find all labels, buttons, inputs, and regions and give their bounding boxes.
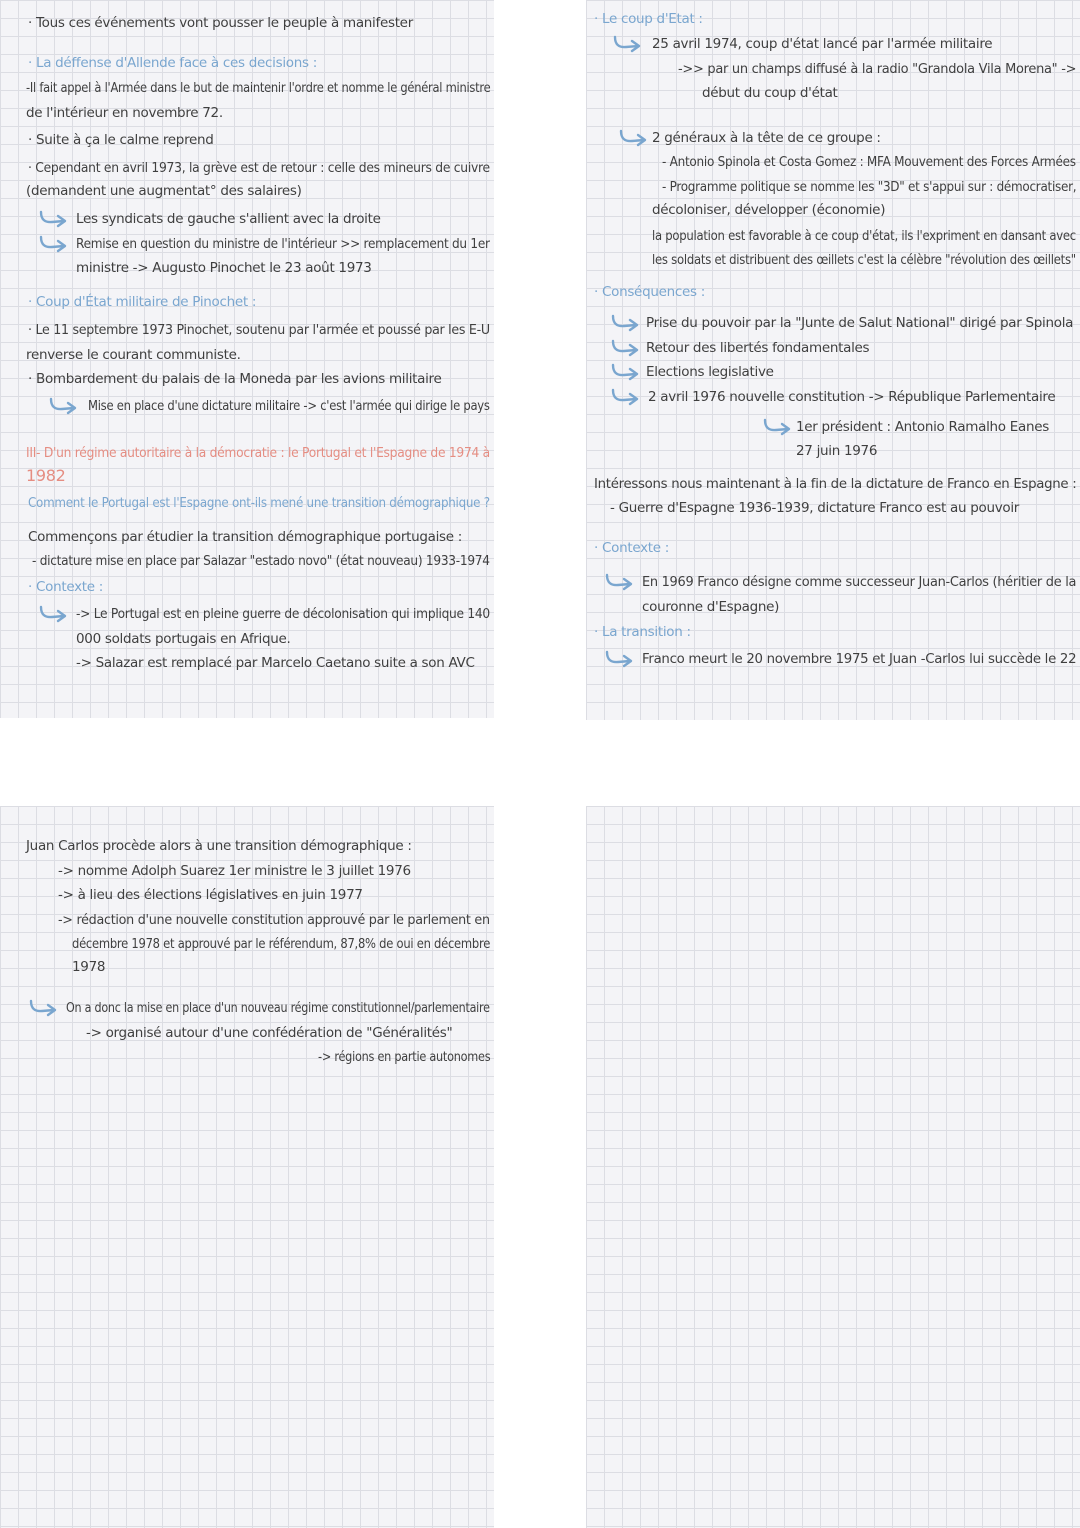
- text-line: 1978: [72, 959, 106, 975]
- curved-arrow-icon: [604, 649, 634, 669]
- note-page-2: [586, 0, 1080, 720]
- curved-arrow-icon: [610, 362, 640, 382]
- text-line: -> Salazar est remplacé par Marcelo Caetano suite a son AVC: [76, 655, 475, 671]
- text-line: la population est favorable à ce coup d'état, ils l'expriment en dansant avec: [652, 228, 1076, 244]
- curved-arrow-icon: [762, 417, 792, 437]
- text-line: 2 généraux à la tête de ce groupe :: [652, 130, 881, 146]
- text-line: · Tous ces événements vont pousser le peuple à manifester: [28, 15, 413, 31]
- text-line: (demandent une augmentat° des salaires): [26, 183, 302, 199]
- text-line: 2 avril 1976 nouvelle constitution -> République Parlementaire: [648, 389, 1056, 405]
- text-line: 27 juin 1976: [796, 443, 878, 459]
- text-line: 25 avril 1974, coup d'état lancé par l'armée militaire: [652, 36, 993, 52]
- curved-arrow-icon: [38, 209, 68, 229]
- curved-arrow-icon: [38, 234, 68, 254]
- section-heading: · Le coup d'Etat :: [594, 11, 703, 27]
- text-line: · Bombardement du palais de la Moneda par les avions militaire: [28, 371, 442, 387]
- text-line: Juan Carlos procède alors à une transition démographique :: [26, 838, 412, 854]
- curved-arrow-icon: [610, 313, 640, 333]
- text-line: renverse le courant communiste.: [26, 347, 241, 363]
- text-line: - Programme politique se nomme les "3D" et s'appui sur : démocratiser,: [662, 179, 1077, 195]
- note-page-1: [0, 0, 494, 718]
- text-line: - Antonio Spinola et Costa Gomez : MFA Mouvement des Forces Armées: [662, 154, 1076, 170]
- text-line: ministre -> Augusto Pinochet le 23 août 1973: [76, 260, 372, 276]
- text-line: les soldats et distribuent des œillets c'est la célèbre "révolution des œillets": [652, 252, 1076, 268]
- curved-arrow-icon: [48, 396, 78, 416]
- text-line: En 1969 Franco désigne comme successeur Juan-Carlos (héritier de la: [642, 574, 1077, 590]
- text-line: -> rédaction d'une nouvelle constitution approuvé par le parlement en: [58, 912, 490, 928]
- text-line: · Suite à ça le calme reprend: [28, 132, 214, 148]
- curved-arrow-icon: [28, 998, 58, 1018]
- text-line: Commençons par étudier la transition démographique portugaise :: [28, 529, 463, 545]
- text-line: décembre 1978 et approuvé par le référendum, 87,8% de oui en décembre: [72, 936, 491, 952]
- section-heading: · La transition :: [594, 624, 691, 640]
- text-line: Retour des libertés fondamentales: [646, 340, 870, 356]
- text-line: -> nomme Adolph Suarez 1er ministre le 3 juillet 1976: [58, 863, 411, 879]
- text-line: couronne d'Espagne): [642, 599, 780, 615]
- text-line: · Cependant en avril 1973, la grève est de retour : celle des mineurs de cuivre: [28, 160, 490, 176]
- text-line: Elections legislative: [646, 364, 774, 380]
- text-line: Remise en question du ministre de l'intérieur >> remplacement du 1er: [76, 236, 490, 252]
- text-line: - Guerre d'Espagne 1936-1939, dictature Franco est au pouvoir: [610, 500, 1020, 516]
- text-line: décoloniser, développer (économie): [652, 202, 886, 218]
- text-line: -Il fait appel à l'Armée dans le but de maintenir l'ordre et nomme le général ministre: [26, 80, 491, 96]
- curved-arrow-icon: [610, 387, 640, 407]
- curved-arrow-icon: [604, 572, 634, 592]
- text-line: 1er président : Antonio Ramalho Eanes: [796, 419, 1049, 435]
- text-line: Intéressons nous maintenant à la fin de la dictature de Franco en Espagne :: [594, 476, 1077, 492]
- text-line: de l'intérieur en novembre 72.: [26, 105, 223, 121]
- text-line: ->> par un champs diffusé à la radio "Grandola Vila Morena" ->: [678, 61, 1077, 77]
- text-line: début du coup d'état: [702, 85, 838, 101]
- section-heading: · Conséquences :: [594, 284, 705, 300]
- text-line: Les syndicats de gauche s'allient avec la droite: [76, 211, 381, 227]
- section-heading: · Contexte :: [594, 540, 670, 556]
- text-line: - dictature mise en place par Salazar "estado novo" (état nouveau) 1933-1974: [32, 553, 490, 569]
- note-page-4-blank: [586, 806, 1080, 1528]
- curved-arrow-icon: [618, 128, 648, 148]
- text-line: 000 soldats portugais en Afrique.: [76, 631, 291, 647]
- curved-arrow-icon: [38, 604, 68, 624]
- problem-question: Comment le Portugal est l'Espagne ont-ils mené une transition démographique ?: [28, 495, 490, 511]
- text-line: -> Le Portugal est en pleine guerre de décolonisation qui implique 140: [76, 606, 490, 622]
- text-line: Franco meurt le 20 novembre 1975 et Juan -Carlos lui succède le 22: [642, 651, 1077, 667]
- text-line: · Le 11 septembre 1973 Pinochet, soutenu par l'armée et poussé par les E-U: [28, 322, 490, 338]
- section-heading: · Coup d'État militaire de Pinochet :: [28, 294, 257, 310]
- curved-arrow-icon: [612, 34, 642, 54]
- part-heading: III- D'un régime autoritaire à la démocratie : le Portugal et l'Espagne de 1974 à: [26, 445, 490, 461]
- text-line: -> régions en partie autonomes: [318, 1049, 491, 1065]
- text-line: Prise du pouvoir par la "Junte de Salut National" dirigé par Spinola: [646, 315, 1074, 331]
- text-line: -> organisé autour d'une confédération de "Généralités": [86, 1025, 453, 1041]
- section-heading: · La déffense d'Allende face à ces decisions :: [28, 55, 317, 71]
- text-line: Mise en place d'une dictature militaire -> c'est l'armée qui dirige le pays: [88, 398, 490, 414]
- section-heading: · Contexte :: [28, 579, 104, 595]
- part-heading: 1982: [26, 466, 66, 485]
- text-line: On a donc la mise en place d'un nouveau régime constitutionnel/parlementaire: [66, 1000, 490, 1016]
- note-page-3: [0, 806, 494, 1528]
- text-line: -> à lieu des élections législatives en juin 1977: [58, 887, 363, 903]
- curved-arrow-icon: [610, 338, 640, 358]
